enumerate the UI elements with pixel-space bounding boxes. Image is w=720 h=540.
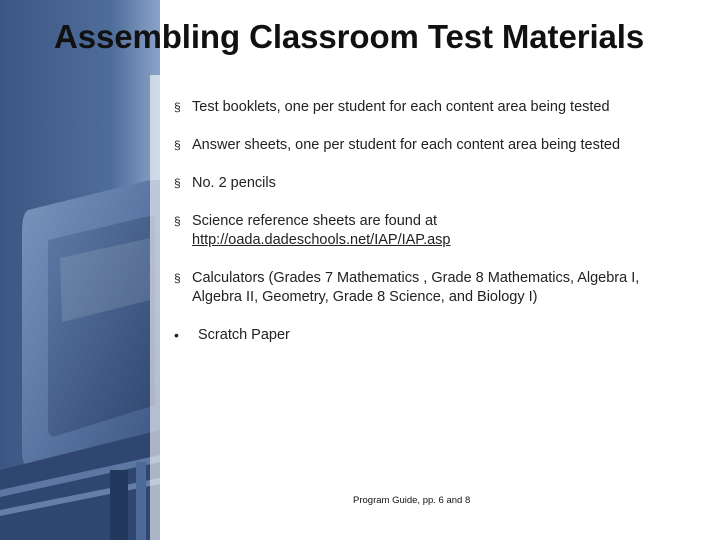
square-bullet-icon: § [174,176,181,190]
footer-note: Program Guide, pp. 6 and 8 [353,495,471,506]
bullet-text: Calculators (Grades 7 Mathematics , Grade 8 Mathematics, Algebra I, Algebra II, Geometry, Grade 8 Science, and Biology I) [192,270,640,305]
bullet-item-science-reference [174,212,674,250]
square-bullet-icon: § [174,100,181,114]
bullet-item-scratch-paper [174,326,674,345]
round-bullet-icon: • [174,327,179,343]
science-reference-link[interactable]: http://oada.dadeschools.net/IAP/IAP.asp [192,232,451,248]
bullet-text: No. 2 pencils [192,175,276,191]
bullet-list [174,98,674,364]
bullet-text: Answer sheets, one per student for each content area being tested [192,137,621,153]
square-bullet-icon: § [174,138,181,152]
square-bullet-icon: § [174,214,181,228]
bullet-item-answer-sheets [174,136,674,155]
square-bullet-icon: § [174,271,181,285]
bullet-text: Science reference sheets are found at [192,213,438,229]
bullet-item-pencils [174,174,674,193]
bullet-item-calculators [174,269,674,307]
bullet-text: Test booklets, one per student for each content area being tested [192,99,610,115]
bullet-item-test-booklets [174,98,674,117]
bullet-text: Scratch Paper [198,327,290,343]
slide-title: Assembling Classroom Test Materials [54,18,645,55]
